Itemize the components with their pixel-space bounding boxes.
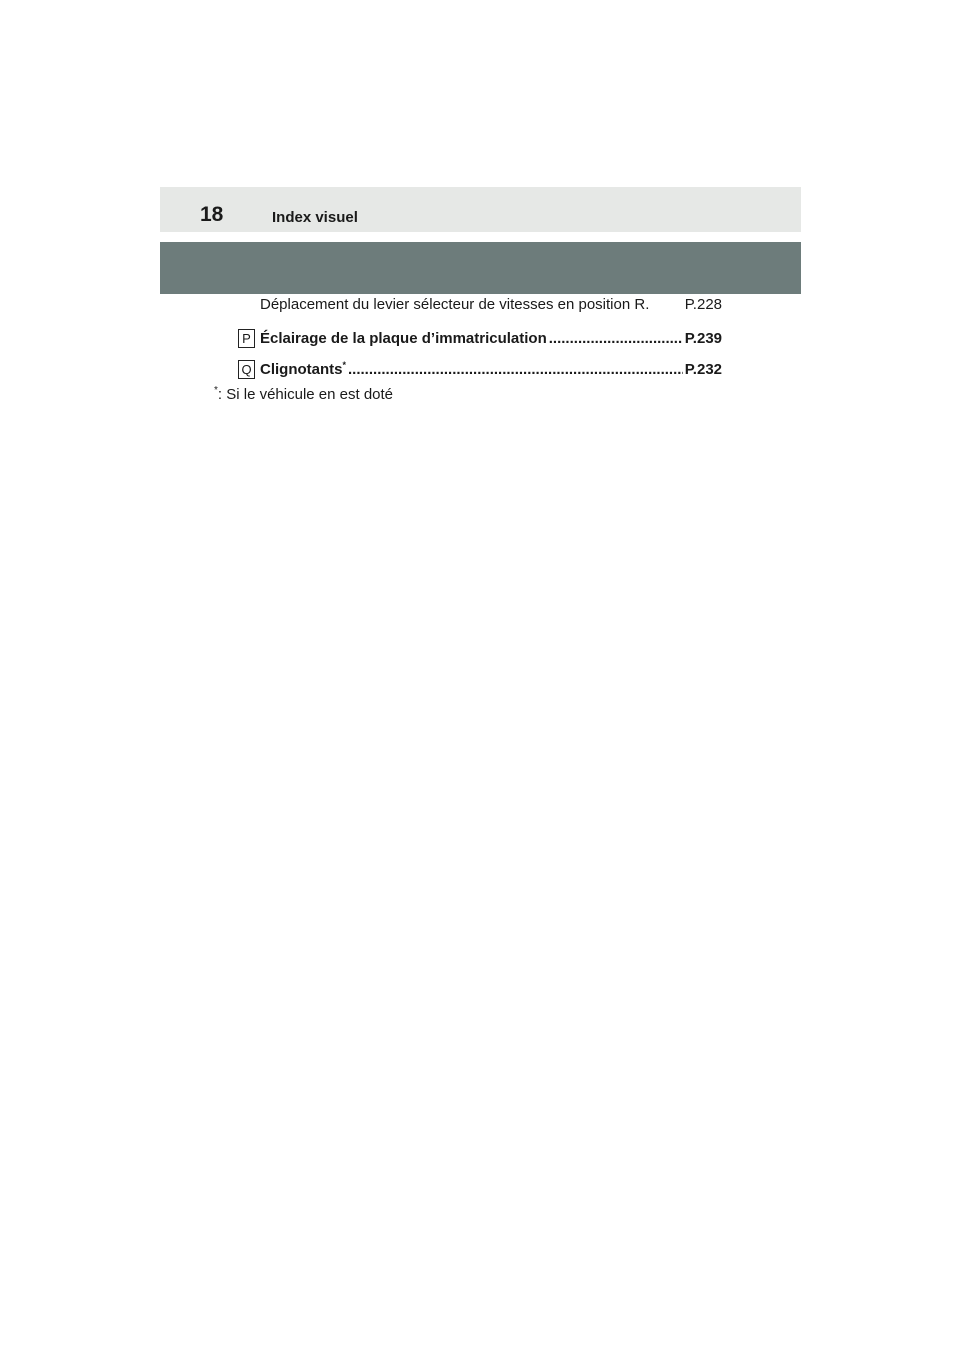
footnote-text: : Si le véhicule en est doté xyxy=(217,386,394,403)
footnote-marker: * xyxy=(214,385,218,396)
page-reference[interactable]: P.232 xyxy=(684,361,722,378)
entry-tag: Q xyxy=(238,360,255,379)
section-title: Index visuel xyxy=(272,209,358,226)
footnote-marker: * xyxy=(342,360,347,370)
page-reference[interactable]: P.239 xyxy=(684,330,722,347)
entry-tag: P xyxy=(238,329,255,348)
dot-leader xyxy=(348,359,683,381)
section-band xyxy=(160,242,801,294)
entry-label: Déplacement du levier sélecteur de vitesses en position R. xyxy=(260,296,650,313)
index-entry-shift-reverse xyxy=(238,294,722,316)
entry-label: Éclairage de la plaque d’immatriculation xyxy=(260,330,547,347)
index-entry-turn-signals xyxy=(238,359,722,381)
page-number: 18 xyxy=(200,203,224,226)
index-entry-license-plate-light xyxy=(238,328,722,350)
dot-leader xyxy=(549,328,683,350)
header-bar xyxy=(160,187,801,232)
page-reference[interactable]: P.228 xyxy=(684,296,722,313)
entry-label: Clignotants* xyxy=(260,360,347,378)
footnote xyxy=(214,384,393,406)
